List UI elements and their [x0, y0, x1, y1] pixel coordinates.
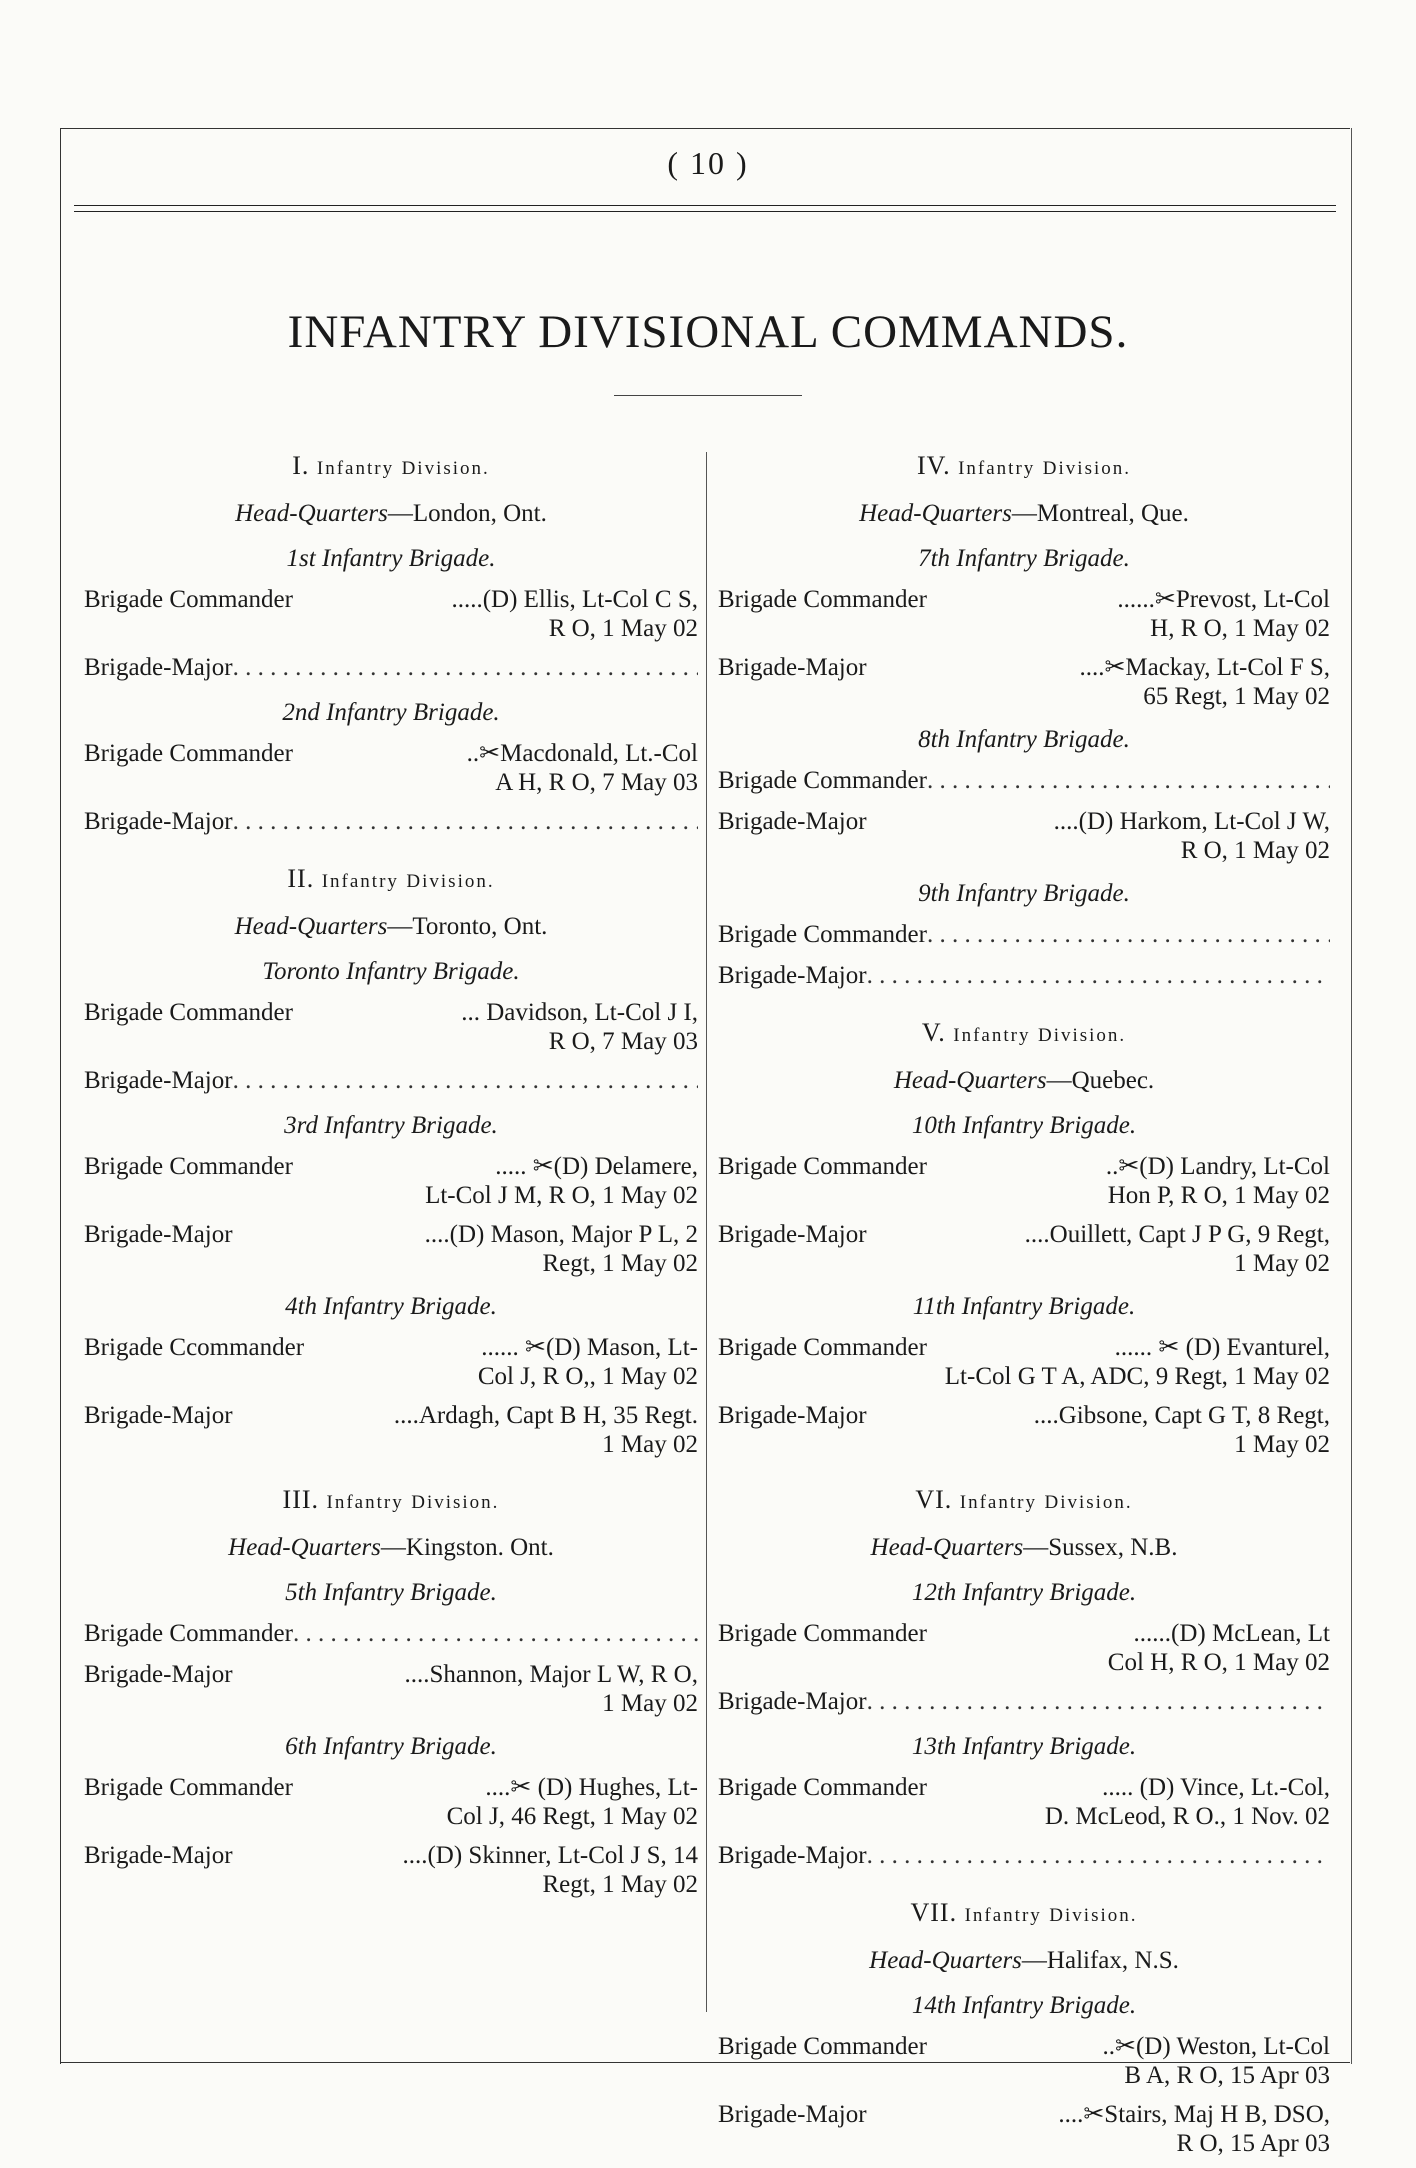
role-label: Brigade Commander	[84, 1620, 293, 1647]
entry-line	[84, 1332, 698, 1363]
officer-details: B A, R O, 15 Apr 03	[1124, 2062, 1330, 2089]
officer-details: 65 Regt, 1 May 02	[1143, 683, 1330, 710]
officer-name: ...... ✂(D) Mason, Lt-	[481, 1334, 698, 1361]
division-title	[718, 1897, 1330, 1931]
division-number: V.	[921, 1018, 946, 1047]
division-word-infantry: Infantry	[958, 458, 1036, 479]
officer-details: A H, R O, 7 May 03	[495, 769, 698, 796]
officer-name: .....(D) Ellis, Lt-Col C S,	[451, 586, 698, 613]
dot-leader	[927, 919, 1330, 950]
entry-line	[84, 806, 698, 837]
entry-line	[84, 1618, 698, 1649]
entry-line	[718, 1772, 1330, 1803]
brigade-commander-entry	[84, 738, 698, 796]
entry-line	[84, 1065, 698, 1096]
entry-line	[84, 1840, 698, 1871]
role-label: Brigade-Major	[718, 1688, 867, 1715]
officer-name: ....(D) Harkom, Lt-Col J W,	[1053, 808, 1330, 835]
headquarters-place: —Quebec.	[1046, 1067, 1155, 1094]
role-label: Brigade Commander	[718, 2033, 927, 2060]
headquarters-label: Head-Quarters	[893, 1067, 1047, 1094]
role-label: Brigade-Major	[718, 1842, 867, 1869]
entry-line	[84, 584, 698, 615]
officer-details: R O, 7 May 03	[548, 1028, 698, 1055]
role-label: Brigade-Major	[718, 962, 867, 989]
division-word-division: Division.	[1049, 1905, 1138, 1926]
brigade-major-entry	[84, 1400, 698, 1458]
role-label: Brigade Commander	[718, 1774, 927, 1801]
brigade-title: 1st Infantry Brigade.	[286, 545, 496, 572]
officer-details: 1 May 02	[602, 1431, 698, 1458]
officer-details: 1 May 02	[1234, 1250, 1330, 1277]
brigade-major-entry	[84, 652, 698, 683]
entry-line	[718, 2031, 1330, 2062]
brigade-major-entry	[718, 1840, 1330, 1871]
role-label: Brigade-Major	[84, 1402, 233, 1429]
page-title: INFANTRY DIVISIONAL COMMANDS.	[287, 306, 1129, 358]
officer-details: R O, 1 May 02	[1180, 837, 1330, 864]
officer-details: Col H, R O, 1 May 02	[1107, 1649, 1330, 1676]
officer-name: ....(D) Mason, Major P L, 2	[424, 1221, 698, 1248]
dot-leader	[293, 1618, 698, 1649]
officer-details: Col J, R O,, 1 May 02	[477, 1363, 698, 1390]
role-label: Brigade-Major	[718, 1402, 867, 1429]
division-number: I.	[292, 451, 310, 480]
headquarters-label: Head-Quarters	[228, 1534, 381, 1561]
brigade-major-entry	[718, 652, 1330, 710]
dot-leader	[867, 1686, 1330, 1717]
headquarters-line	[718, 1945, 1330, 1976]
dot-leader	[927, 765, 1330, 796]
brigade-commander-entry	[718, 1151, 1330, 1209]
headquarters-line	[718, 1532, 1330, 1563]
brigade-title: 13th Infantry Brigade.	[911, 1733, 1137, 1760]
role-label: Brigade-Major	[84, 1221, 233, 1248]
role-label: Brigade Commander	[718, 921, 927, 948]
brigade-title: Toronto Infantry Brigade.	[262, 958, 520, 985]
brigade-major-entry	[84, 1065, 698, 1096]
entry-line	[718, 584, 1330, 615]
brigade-commander-entry	[84, 584, 698, 642]
double-rule-bottom	[74, 211, 1336, 212]
officer-name: ...... ✂ (D) Evanturel,	[1114, 1334, 1330, 1361]
division-word-division: Division.	[401, 458, 490, 479]
brigade-commander-entry	[84, 1332, 698, 1390]
division-number: VI.	[915, 1485, 953, 1514]
division-title	[84, 863, 698, 897]
division-number: IV.	[917, 451, 951, 480]
brigade-title: 12th Infantry Brigade.	[911, 1579, 1137, 1606]
division-word-infantry: Infantry	[316, 458, 395, 479]
headquarters-place: —Kingston. Ont.	[380, 1534, 554, 1561]
entry-line	[84, 1659, 698, 1690]
officer-name: ..✂(D) Landry, Lt-Col	[1105, 1153, 1330, 1180]
dot-leader	[233, 652, 698, 683]
role-label: Brigade Commander	[84, 586, 293, 613]
brigade-title: 10th Infantry Brigade.	[911, 1112, 1137, 1139]
officer-details: R O, 15 Apr 03	[1176, 2130, 1330, 2157]
officer-name: ....✂ (D) Hughes, Lt-	[485, 1774, 698, 1801]
brigade-commander-entry	[718, 1332, 1330, 1390]
entry-line	[718, 1618, 1330, 1649]
entry-line	[718, 2099, 1330, 2130]
brigade-commander-entry	[718, 1618, 1330, 1676]
division-word-division: Division.	[1037, 1025, 1127, 1046]
headquarters-place: —London, Ont.	[387, 500, 547, 527]
division-word-infantry: Infantry	[964, 1905, 1042, 1926]
brigade-major-entry	[84, 1840, 698, 1898]
entry-line	[718, 1332, 1330, 1363]
officer-name: ....Gibsone, Capt G T, 8 Regt,	[1033, 1402, 1330, 1429]
officer-details: 1 May 02	[602, 1690, 698, 1717]
headquarters-line	[718, 498, 1330, 529]
role-label: Brigade Commander	[718, 1620, 927, 1647]
officer-name: ....Ardagh, Capt B H, 35 Regt.	[393, 1402, 698, 1429]
brigade-title: 7th Infantry Brigade.	[918, 545, 1130, 572]
headquarters-label: Head-Quarters	[859, 500, 1012, 527]
role-label: Brigade-Major	[718, 2101, 867, 2128]
officer-name: ......(D) McLean, Lt	[1133, 1620, 1330, 1647]
double-rule-top	[74, 205, 1336, 206]
headquarters-place: —Halifax, N.S.	[1021, 1947, 1179, 1974]
officer-details: Lt-Col G T A, ADC, 9 Regt, 1 May 02	[944, 1363, 1330, 1390]
entry-line	[718, 806, 1330, 837]
brigade-commander-entry	[718, 765, 1330, 796]
officer-details: R O, 1 May 02	[548, 615, 698, 642]
headquarters-label: Head-Quarters	[234, 913, 388, 940]
division-title	[84, 450, 698, 484]
title-rule	[614, 395, 802, 396]
entry-line	[718, 1686, 1330, 1717]
entry-line	[84, 652, 698, 683]
division-word-infantry: Infantry	[953, 1025, 1031, 1046]
division-word-infantry: Infantry	[959, 1492, 1037, 1513]
entry-line	[84, 738, 698, 769]
division-word-division: Division.	[1044, 1492, 1133, 1513]
headquarters-line	[84, 911, 698, 942]
brigade-commander-entry	[84, 1151, 698, 1209]
officer-name: ..... ✂(D) Delamere,	[495, 1153, 698, 1180]
entry-line	[84, 1400, 698, 1431]
role-label: Brigade-Major	[718, 654, 867, 681]
brigade-major-entry	[718, 1686, 1330, 1717]
division-word-infantry: Infantry	[321, 871, 399, 892]
role-label: Brigade-Major	[84, 654, 233, 681]
headquarters-line	[84, 498, 698, 529]
officer-details: H, R O, 1 May 02	[1150, 615, 1330, 642]
division-word-division: Division.	[411, 1492, 500, 1513]
brigade-title: 9th Infantry Brigade.	[918, 880, 1130, 907]
brigade-major-entry	[718, 1400, 1330, 1458]
division-word-division: Division.	[406, 871, 495, 892]
brigade-commander-entry	[718, 1772, 1330, 1830]
entry-line	[84, 1219, 698, 1250]
officer-details: Col J, 46 Regt, 1 May 02	[446, 1803, 698, 1830]
brigade-commander-entry	[84, 1618, 698, 1649]
division-number: III.	[282, 1485, 320, 1514]
role-label: Brigade-Major	[718, 1221, 867, 1248]
entry-line	[84, 1151, 698, 1182]
headquarters-label: Head-Quarters	[870, 1534, 1024, 1561]
headquarters-label: Head-Quarters	[235, 500, 388, 527]
brigade-title: 4th Infantry Brigade.	[285, 1293, 497, 1320]
role-label: Brigade Commander	[718, 1153, 927, 1180]
officer-details: Hon P, R O, 1 May 02	[1107, 1182, 1330, 1209]
brigade-major-entry	[718, 2099, 1330, 2157]
brigade-commander-entry	[718, 584, 1330, 642]
role-label: Brigade Commander	[84, 999, 293, 1026]
officer-details: D. McLeod, R O., 1 Nov. 02	[1044, 1803, 1330, 1830]
brigade-major-entry	[718, 806, 1330, 864]
entry-line	[718, 1219, 1330, 1250]
officer-name: ....(D) Skinner, Lt-Col J S, 14	[402, 1842, 698, 1869]
division-title	[718, 1484, 1330, 1518]
page-number: ( 10 )	[667, 145, 749, 181]
brigade-title: 11th Infantry Brigade.	[912, 1293, 1136, 1320]
dot-leader	[233, 806, 698, 837]
role-label: Brigade Ccommander	[84, 1334, 305, 1361]
officer-name: ... Davidson, Lt-Col J I,	[461, 999, 698, 1026]
brigade-commander-entry	[84, 997, 698, 1055]
officer-name: ....✂Mackay, Lt-Col F S,	[1079, 654, 1330, 681]
brigade-commander-entry	[718, 2031, 1330, 2089]
entry-line	[718, 652, 1330, 683]
headquarters-line	[718, 1065, 1330, 1096]
brigade-title: 6th Infantry Brigade.	[285, 1733, 497, 1760]
division-number: II.	[287, 864, 315, 893]
headquarters-label: Head-Quarters	[869, 1947, 1022, 1974]
brigade-major-entry	[84, 1659, 698, 1717]
officer-name: ......✂Prevost, Lt-Col	[1117, 586, 1330, 613]
brigade-major-entry	[84, 1219, 698, 1277]
brigade-title: 3rd Infantry Brigade.	[284, 1112, 498, 1139]
headquarters-place: —Montreal, Que.	[1011, 500, 1189, 527]
role-label: Brigade Commander	[718, 1334, 927, 1361]
entry-line	[718, 919, 1330, 950]
role-label: Brigade Commander	[718, 586, 927, 613]
role-label: Brigade-Major	[718, 808, 867, 835]
brigade-title: 2nd Infantry Brigade.	[282, 699, 500, 726]
role-label: Brigade-Major	[84, 1067, 233, 1094]
role-label: Brigade Commander	[84, 1153, 293, 1180]
brigade-major-entry	[718, 1219, 1330, 1277]
brigade-title: 5th Infantry Brigade.	[285, 1579, 497, 1606]
column-divider	[706, 452, 707, 2012]
headquarters-line	[84, 1532, 698, 1563]
division-word-division: Division.	[1042, 458, 1131, 479]
officer-name: ....✂Stairs, Maj H B, DSO,	[1058, 2101, 1330, 2128]
entry-line	[718, 960, 1330, 991]
officer-name: ....Ouillett, Capt J P G, 9 Regt,	[1024, 1221, 1330, 1248]
role-label: Brigade-Major	[84, 808, 233, 835]
headquarters-place: —Sussex, N.B.	[1023, 1534, 1178, 1561]
division-word-infantry: Infantry	[326, 1492, 404, 1513]
brigade-title: 8th Infantry Brigade.	[918, 726, 1130, 753]
role-label: Brigade Commander	[718, 767, 927, 794]
entry-line	[718, 1151, 1330, 1182]
division-title	[84, 1484, 698, 1518]
entry-line	[718, 1400, 1330, 1431]
officer-name: ..✂(D) Weston, Lt-Col	[1102, 2033, 1330, 2060]
officer-name: ....Shannon, Major L W, R O,	[404, 1661, 698, 1688]
division-title	[718, 1017, 1330, 1051]
dot-leader	[233, 1065, 698, 1096]
officer-details: Regt, 1 May 02	[542, 1250, 698, 1277]
officer-name: ..✂Macdonald, Lt.-Col	[466, 740, 698, 767]
role-label: Brigade Commander	[84, 740, 293, 767]
brigade-commander-entry	[718, 919, 1330, 950]
role-label: Brigade-Major	[84, 1661, 233, 1688]
brigade-major-entry	[84, 806, 698, 837]
officer-details: 1 May 02	[1234, 1431, 1330, 1458]
role-label: Brigade Commander	[84, 1774, 293, 1801]
entry-line	[718, 1840, 1330, 1871]
right-column	[718, 450, 1330, 2157]
division-title	[718, 450, 1330, 484]
officer-details: Lt-Col J M, R O, 1 May 02	[425, 1182, 698, 1209]
left-column	[84, 450, 698, 1898]
brigade-commander-entry	[84, 1772, 698, 1830]
brigade-major-entry	[718, 960, 1330, 991]
headquarters-place: —Toronto, Ont.	[387, 913, 548, 940]
officer-name: ..... (D) Vince, Lt.-Col,	[1102, 1774, 1330, 1801]
brigade-title: 14th Infantry Brigade.	[911, 1992, 1137, 2019]
division-number: VII.	[910, 1898, 958, 1927]
officer-details: Regt, 1 May 02	[542, 1871, 698, 1898]
entry-line	[718, 765, 1330, 796]
role-label: Brigade-Major	[84, 1842, 233, 1869]
entry-line	[84, 997, 698, 1028]
dot-leader	[867, 960, 1330, 991]
entry-line	[84, 1772, 698, 1803]
dot-leader	[867, 1840, 1330, 1871]
